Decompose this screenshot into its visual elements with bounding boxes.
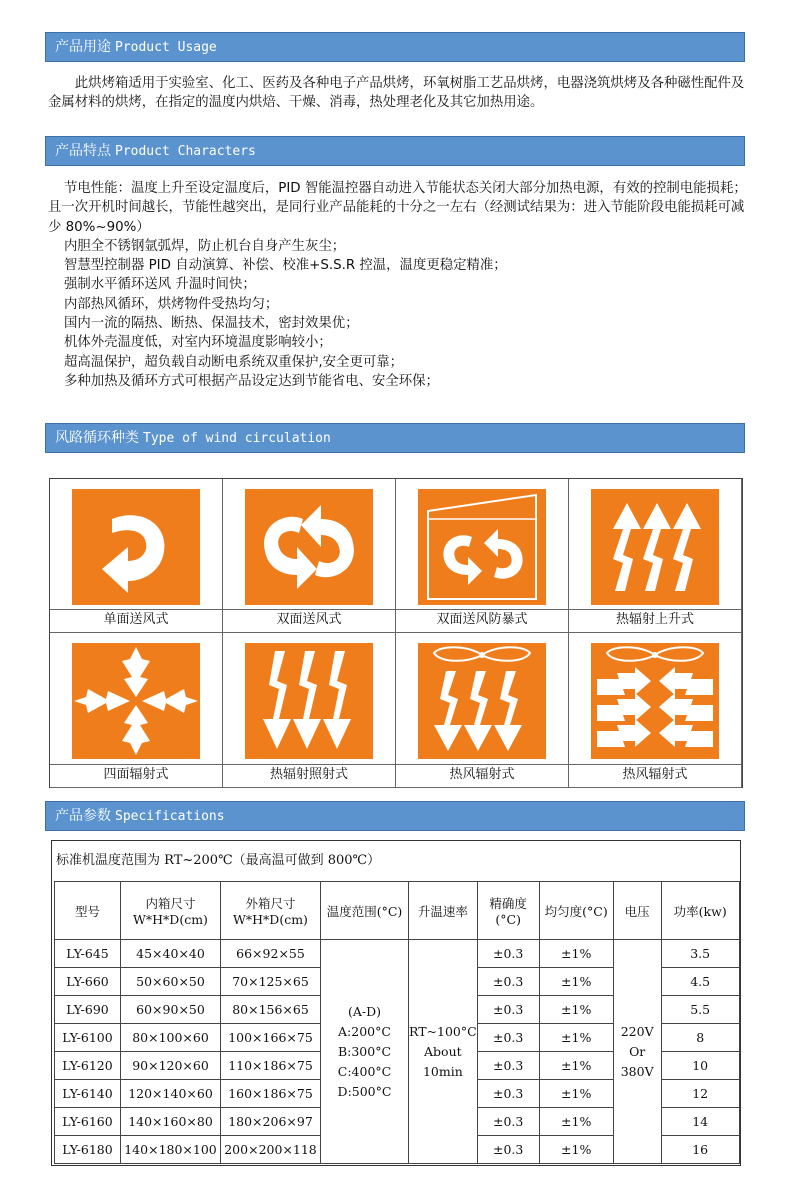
cell-outer: 70×125×65 — [221, 968, 321, 996]
wind-type-label: 热辐射上升式 — [569, 609, 741, 630]
col-power: 功率(kw) — [661, 882, 739, 940]
cell-heat-rate — [409, 940, 478, 1164]
voltage-line: Or — [629, 1043, 646, 1059]
wind-type-cell — [50, 479, 223, 633]
col-precision-unit: (°C) — [495, 912, 521, 927]
wind-type-cell — [223, 479, 396, 633]
spec-table — [54, 881, 740, 1164]
section-title-en: Product Usage — [115, 40, 217, 55]
list-item: 强制水平循环送风 升温时间快； — [64, 277, 256, 293]
cell-power: 16 — [661, 1136, 739, 1164]
col-outer-size-label: 外箱尺寸 — [245, 896, 296, 911]
cell-model: LY-6140 — [55, 1080, 121, 1108]
section-title-cn: 产品参数 — [55, 808, 111, 824]
list-item: 超高温保护，超负载自动断电系统双重保护,安全更可靠； — [64, 354, 404, 370]
section-title-en: Product Characters — [115, 144, 256, 159]
section-header-usage — [45, 32, 745, 62]
col-precision — [477, 882, 539, 940]
temp-range-line: (A-D) — [347, 1003, 382, 1019]
section-header-specs — [45, 801, 745, 831]
characters-first: 节电性能：温度上升至设定温度后，PID 智能温控器自动进入节能状态关闭大部分加热电源，有效的控制电能损耗；且一次开机时间越长，节能性越突出，是同行业产品能耗的十分之一左右（经测试结果为：进入节能阶段电能损耗可减少 80%~90%） — [48, 181, 747, 235]
temp-range-line: B:300°C — [337, 1043, 392, 1059]
list-item: 内部热风循环，烘烤物件受热均匀； — [64, 296, 279, 312]
list-item: 智慧型控制器 PID 自动演算、补偿、校准+S.S.R 控温，温度更稳定精准； — [64, 258, 507, 274]
heat-radiation-rising-icon — [591, 489, 719, 605]
usage-text: 此烘烤箱适用于实验室、化工、医药及各种电子产品烘烤，环氧树脂工艺品烘烤，电器浇筑烘烤及各种磁性配件及金属材料的烘烤，在指定的温度内烘焙、干燥、消毒，热处理老化及其它加热用途。 — [48, 76, 745, 110]
list-item: 机体外壳温度低，对室内环境温度影响较小； — [64, 335, 332, 351]
characters-list — [48, 179, 750, 391]
table-header-row — [55, 882, 740, 940]
col-inner-size-label: 内箱尺寸 — [145, 896, 196, 911]
cell-uniformity: ±1% — [539, 1108, 613, 1136]
col-inner-size — [121, 882, 221, 940]
section-header-characters — [45, 136, 745, 166]
double-side-airflow-icon — [245, 489, 373, 605]
four-side-radiation-icon — [72, 643, 200, 759]
cell-precision: ±0.3 — [477, 996, 539, 1024]
heat-radiation-downward-icon — [245, 643, 373, 759]
cell-model: LY-6100 — [55, 1024, 121, 1052]
cell-outer: 180×206×97 — [221, 1108, 321, 1136]
list-item: 多种加热及循环方式可根据产品设定达到节能省电、安全环保； — [64, 373, 439, 389]
wind-type-label: 热风辐射式 — [569, 764, 741, 785]
wind-type-label: 双面送风式 — [223, 609, 395, 630]
wind-type-label: 双面送风防暴式 — [396, 609, 568, 630]
cell-power: 10 — [661, 1052, 739, 1080]
col-model: 型号 — [55, 882, 121, 940]
wind-type-label: 热风辐射式 — [396, 764, 568, 785]
cell-precision: ±0.3 — [477, 940, 539, 968]
cell-uniformity: ±1% — [539, 1024, 613, 1052]
cell-inner: 45×40×40 — [121, 940, 221, 968]
list-item: 内胆全不锈钢氩弧焊，防止机台自身产生灰尘； — [64, 238, 346, 254]
cell-outer: 160×186×75 — [221, 1080, 321, 1108]
col-uniformity: 均匀度(°C) — [539, 882, 613, 940]
cell-power: 8 — [661, 1024, 739, 1052]
cell-model: LY-6120 — [55, 1052, 121, 1080]
cell-uniformity: ±1% — [539, 940, 613, 968]
voltage-line: 220V — [620, 1023, 654, 1039]
col-outer-size — [221, 882, 321, 940]
cell-precision: ±0.3 — [477, 1108, 539, 1136]
section-title-en: Type of wind circulation — [143, 431, 331, 446]
section-title-cn: 产品用途 — [55, 39, 111, 55]
spec-note: 标准机温度范围为 RT~200℃（最高温可做到 800℃） — [56, 853, 381, 868]
explosion-proof-airflow-icon — [418, 489, 546, 605]
cell-precision: ±0.3 — [477, 1024, 539, 1052]
cell-model: LY-6160 — [55, 1108, 121, 1136]
cell-precision: ±0.3 — [477, 1052, 539, 1080]
wind-type-label: 单面送风式 — [50, 609, 222, 630]
cell-inner: 80×100×60 — [121, 1024, 221, 1052]
section-title-cn: 产品特点 — [55, 143, 111, 159]
cell-outer: 200×200×118 — [221, 1136, 321, 1164]
cell-power: 3.5 — [661, 940, 739, 968]
section-title-en: Specifications — [115, 809, 225, 824]
cell-power: 12 — [661, 1080, 739, 1108]
fan-downward-radiation-icon — [418, 643, 546, 759]
fan-side-radiation-icon — [591, 643, 719, 759]
cell-inner: 90×120×60 — [121, 1052, 221, 1080]
col-outer-size-unit: W*H*D(cm) — [233, 912, 308, 927]
wind-type-cell — [223, 633, 396, 788]
cell-uniformity: ±1% — [539, 968, 613, 996]
cell-inner: 50×60×50 — [121, 968, 221, 996]
col-temp-range: 温度范围(°C) — [321, 882, 409, 940]
cell-power: 4.5 — [661, 968, 739, 996]
wind-type-cell — [396, 479, 569, 633]
cell-outer: 110×186×75 — [221, 1052, 321, 1080]
cell-outer: 80×156×65 — [221, 996, 321, 1024]
wind-type-label: 热辐射照射式 — [223, 764, 395, 785]
temp-range-line: A:200°C — [338, 1023, 391, 1039]
cell-uniformity: ±1% — [539, 1136, 613, 1164]
wind-type-cell — [396, 633, 569, 788]
cell-power: 5.5 — [661, 996, 739, 1024]
cell-precision: ±0.3 — [477, 1080, 539, 1108]
cell-outer: 66×92×55 — [221, 940, 321, 968]
voltage-line: 380V — [620, 1063, 654, 1079]
section-title-cn: 风路循环种类 — [55, 430, 139, 446]
list-item: 国内一流的隔热、断热、保温技术，密封效果优； — [64, 316, 359, 332]
cell-inner: 120×140×60 — [121, 1080, 221, 1108]
cell-uniformity: ±1% — [539, 1080, 613, 1108]
col-voltage: 电压 — [613, 882, 661, 940]
wind-type-cell — [569, 479, 742, 633]
temp-range-line: D:500°C — [337, 1083, 392, 1099]
col-inner-size-unit: W*H*D(cm) — [133, 912, 208, 927]
spec-table-frame — [51, 840, 741, 1166]
cell-voltage — [613, 940, 661, 1164]
cell-model: LY-690 — [55, 996, 121, 1024]
heat-rate-line: 10min — [422, 1063, 463, 1079]
cell-inner: 60×90×50 — [121, 996, 221, 1024]
heat-rate-line: About — [424, 1043, 462, 1059]
wind-type-cell — [569, 633, 742, 788]
table-row — [55, 940, 740, 968]
wind-type-label: 四面辐射式 — [50, 764, 222, 785]
cell-outer: 100×166×75 — [221, 1024, 321, 1052]
heat-rate-line: RT~100°C — [409, 1023, 477, 1039]
cell-inner: 140×160×80 — [121, 1108, 221, 1136]
single-side-airflow-icon — [72, 489, 200, 605]
temp-range-line: C:400°C — [337, 1063, 392, 1079]
cell-model: LY-645 — [55, 940, 121, 968]
cell-uniformity: ±1% — [539, 1052, 613, 1080]
wind-type-grid — [49, 478, 743, 788]
cell-uniformity: ±1% — [539, 996, 613, 1024]
section-header-wind — [45, 423, 745, 453]
cell-model: LY-6180 — [55, 1136, 121, 1164]
cell-inner: 140×180×100 — [121, 1136, 221, 1164]
cell-precision: ±0.3 — [477, 1136, 539, 1164]
cell-model: LY-660 — [55, 968, 121, 996]
cell-power: 14 — [661, 1108, 739, 1136]
wind-type-cell — [50, 633, 223, 788]
col-heat-rate: 升温速率 — [409, 882, 478, 940]
cell-temp-range — [321, 940, 409, 1164]
col-precision-label: 精确度 — [489, 896, 527, 911]
cell-precision: ±0.3 — [477, 968, 539, 996]
